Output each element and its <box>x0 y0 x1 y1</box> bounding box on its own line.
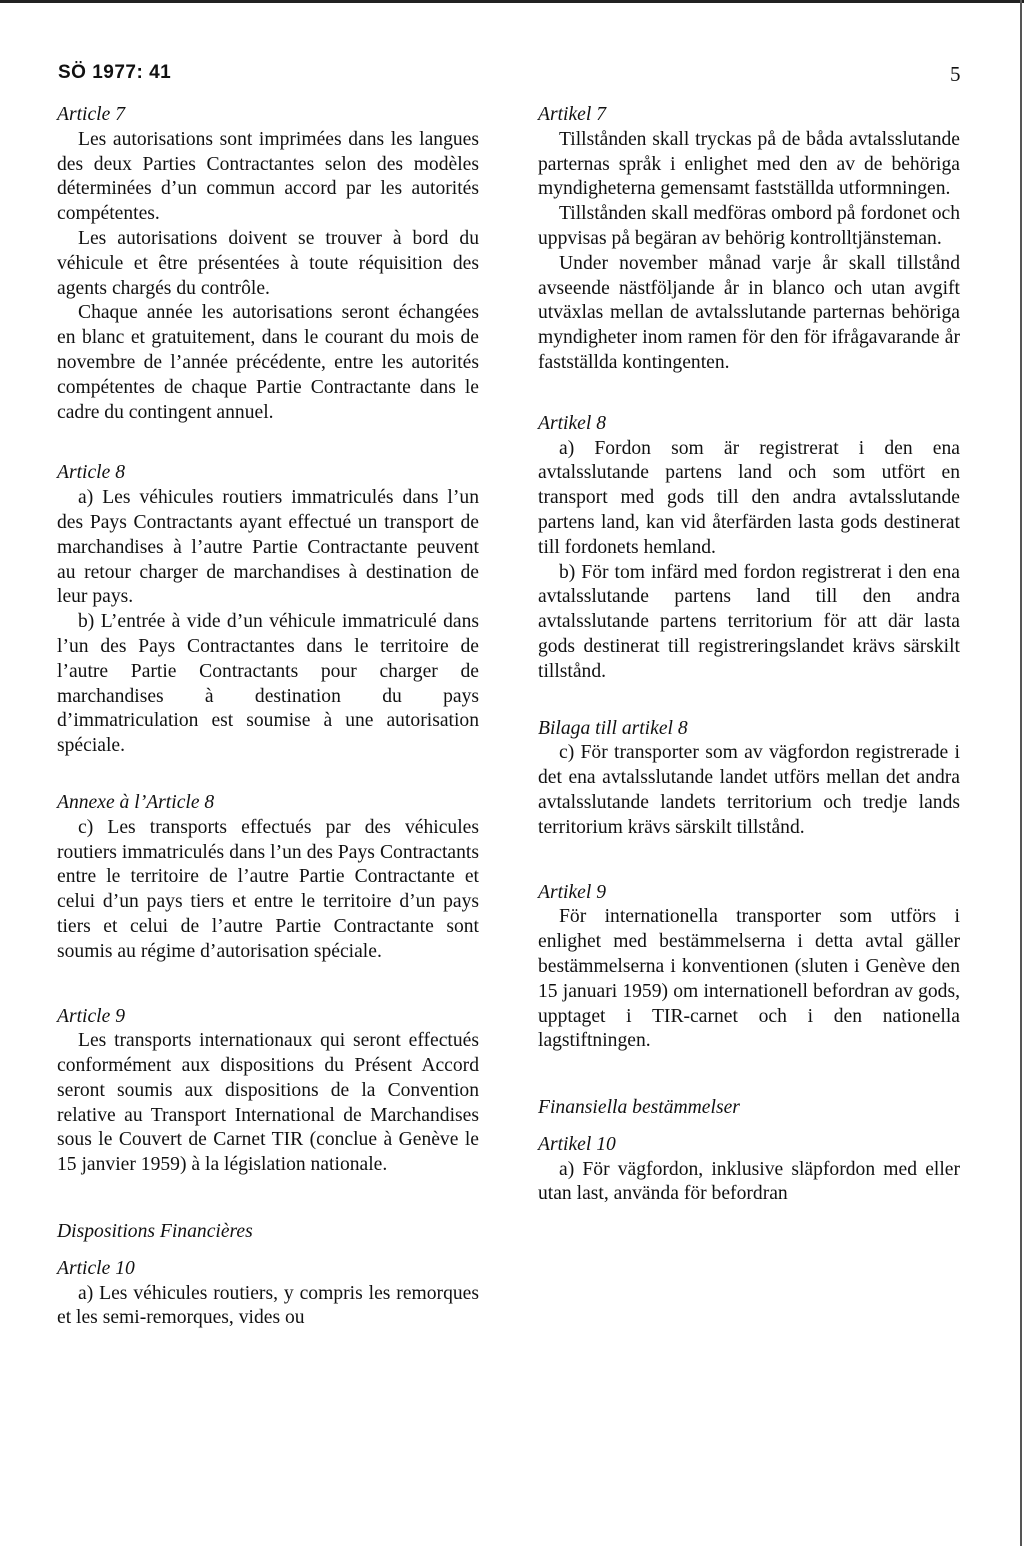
sv-article-8-para-a: a) Fordon som är registrerat i den ena avtalsslutande partens land och som utfört en transport med gods till den andra avtalsslutande partens land, kan vid återfärden lasta gods destinerat till fordonets hemland. <box>538 437 960 558</box>
fr-article-9-heading: Article 9 <box>57 1005 126 1027</box>
series-header: SÖ 1977: 41 <box>58 62 172 83</box>
fr-article-7-para-3: Chaque année les autorisations seront échangées en blanc et gratuitement, dans le courant du mois de novembre de l’année précédente, entre les autorités compétentes de chaque Partie Contractante dans le cadre du contingent annuel. <box>57 302 479 423</box>
top-border <box>0 0 1024 3</box>
fr-article-7-para-2: Les autorisations doivent se trouver à bord du véhicule et être présentées à toute réquisition des agents chargés du contrôle. <box>57 227 479 299</box>
sv-article-9-heading: Artikel 9 <box>538 881 607 903</box>
sv-article-10-para-a: a) För vägfordon, inklusive släpfordon med eller utan last, använda för befordran <box>538 1158 960 1205</box>
sv-article-10-heading: Artikel 10 <box>538 1133 616 1155</box>
fr-article-8-para-a: a) Les véhicules routiers immatriculés dans l’un des Pays Contractants ayant effectué un transport de marchandises à l’autre Partie Contractante peuvent au retour charger de marchandises à destination de leur pays. <box>57 487 479 608</box>
fr-annex-8-para-c: c) Les transports effectués par des véhicules routiers immatriculés dans l’un des Pays Contractants entre le territoire de l’autre Partie Contractante et celui d’un pays tiers et entre le territoire d’un pays tiers et celui de l’autre Partie Contractante sont soumis au régime d’autorisation spéciale. <box>57 816 479 962</box>
sv-annex-8-heading: Bilaga till artikel 8 <box>538 717 688 739</box>
fr-article-8-heading: Article 8 <box>57 462 126 484</box>
fr-section-heading: Dispositions Financières <box>57 1221 253 1243</box>
sv-section-heading: Finansiella bestämmelser <box>538 1097 740 1119</box>
french-column <box>57 103 479 1331</box>
fr-article-9-para-1: Les transports internationaux qui seront effectués conformément aux dispositions du Présent Accord seront soumis aux dispositions de la Convention relative au Transport International de Marchandises sous le Couvert de Carnet TIR (conclue à Genève le 15 janvier 1959) à la législation nationale. <box>57 1030 479 1176</box>
sv-article-8-heading: Artikel 8 <box>538 412 607 434</box>
fr-annex-8-heading: Annexe à l’Article 8 <box>57 791 215 813</box>
fr-article-7-heading: Article 7 <box>57 104 126 125</box>
fr-article-10-heading: Article 10 <box>57 1257 135 1279</box>
sv-article-7-para-2: Tillstånden skall medföras ombord på fordonet och uppvisas på begäran av behörig kontrolltjänsteman. <box>538 203 960 249</box>
swedish-column <box>538 103 960 1207</box>
sv-article-7-heading: Artikel 7 <box>538 104 607 125</box>
sv-article-7-para-3: Under november månad varje år skall tillstånd avseende nästföljande år in blanco och utan avgift utväxlas mellan de avtalsslutande parternas behöriga myndigheter inom ramen för den för ifrågavarande år fastställda kontingenten. <box>538 252 960 373</box>
right-border <box>1020 0 1022 1546</box>
sv-annex-8-para-c: c) För transporter som av vägfordon registrerade i det ena avtalsslutande landet utförs mellan det andra avtalsslutande landets territorium och tredje lands territorium krävs särskilt tillstånd. <box>538 742 960 838</box>
page-number: 5 <box>950 62 961 86</box>
sv-article-9-para-1: För internationella transporter som utförs i enlighet med bestämmelserna i detta avtal gäller bestämmelserna i konventionen (sluten i Genève den 15 januari 1959) om internationell befordran av gods, upptaget i TIR-carnet och i den nationella lagstiftningen. <box>538 906 960 1052</box>
fr-article-7-para-1: Les autorisations sont imprimées dans les langues des deux Parties Contractantes selon des modèles déterminées d’un commun accord par les autorités compétentes. <box>57 128 479 225</box>
sv-article-8-para-b: b) För tom infärd med fordon registrerat i den ena avtalsslutande partens land till den andra avtalsslutande partens territorium för att där lasta gods destinerat till registreringslandet krävs särskilt tillstånd. <box>538 561 960 682</box>
sv-article-7-para-1: Tillstånden skall tryckas på de båda avtalsslutande parternas språk i enlighet med den av de behöriga myndigheterna gemensamt fastställda utformningen. <box>538 128 960 200</box>
fr-article-8-para-b: b) L’entrée à vide d’un véhicule immatriculé dans l’un des Pays Contractantes dans le territoire de l’autre Partie Contractants pour charger de marchandises à destination du pays d’immatriculation est soumise à une autorisation spéciale. <box>57 611 479 757</box>
fr-article-10-para-a: a) Les véhicules routiers, y compris les remorques et les semi-remorques, vides ou <box>57 1282 479 1329</box>
